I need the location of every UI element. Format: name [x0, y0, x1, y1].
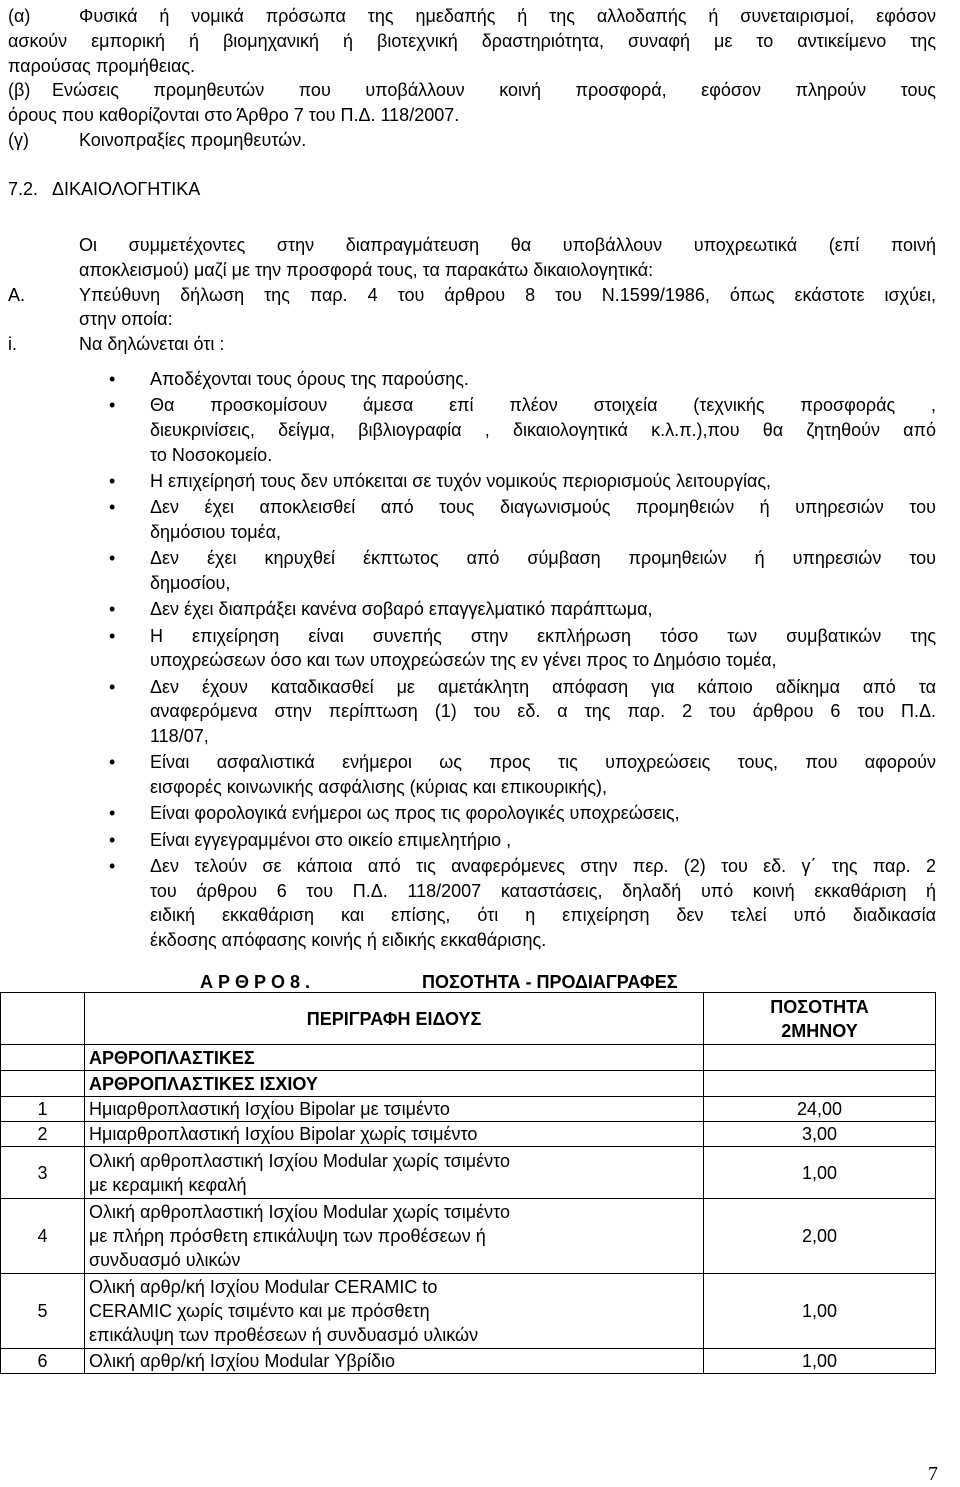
table-header-row — [1, 993, 936, 1045]
row-number: 4 — [1, 1199, 85, 1274]
table-group-row — [1, 1045, 936, 1071]
list-A-line1: Υπεύθυνη δήλωση της παρ. 4 του άρθρου 8 του Ν.1599/1986, όπως εκάστοτε ισχύει, — [79, 285, 936, 305]
table-row — [1, 1097, 936, 1122]
bullet-item-line: Είναι φορολογικά ενήμεροι ως προς τις φορολογικές υποχρεώσεις, — [150, 803, 680, 824]
row-description — [85, 1147, 704, 1199]
bullet-item-line: διευκρινίσεις, δείγμα, βιβλιογραφία , δικαιολογητικά κ.λ.π.),που θα ζητηθούν από — [150, 420, 936, 440]
bullet-item-line: ειδική εκκαθάριση και επίσης, ότι η επιχείρηση δεν τελεί υπό διαδικασία — [150, 905, 936, 926]
row-description-line: συνδυασμό υλικών — [89, 1250, 241, 1270]
bullet-item-line: Δεν έχει κηρυχθεί έκπτωτος από σύμβαση προμηθειών ή υπηρεσιών του — [150, 548, 936, 569]
table-group-row — [1, 1071, 936, 1097]
bullet-item-line: υποχρεώσεων όσο και των υποχρεώσεών της εν γένει προς το Δημόσιο τομέα, — [150, 650, 777, 671]
row-description-line: επικάλυψη των προθέσεων ή συνδυασμό υλικών — [89, 1325, 479, 1345]
section-number: 7.2. — [8, 179, 39, 199]
row-quantity: 3,00 — [704, 1122, 936, 1147]
row-quantity: 24,00 — [704, 1097, 936, 1122]
bullet-icon: • — [109, 752, 116, 773]
row-quantity: 1,00 — [704, 1274, 936, 1349]
bullet-icon: • — [109, 803, 116, 824]
bullet-item-line: 118/07, — [150, 726, 209, 746]
bullet-icon: • — [109, 548, 116, 569]
row-description-line: Ολική αρθρ/κή Ισχίου Modular Υβρίδιο — [89, 1351, 395, 1371]
bullet-icon: • — [109, 829, 116, 850]
bullet-item-line: Αποδέχονται τους όρους της παρούσης. — [150, 369, 469, 389]
table-header-qty-line2: 2ΜΗΝΟΥ — [781, 1020, 858, 1041]
bullet-item-line: Δεν έχει αποκλεισθεί από τους διαγωνισμούς προμηθειών ή υπηρεσιών του — [150, 497, 936, 518]
row-description — [85, 1097, 704, 1122]
item-c-line1: Κοινοπραξίες προμηθευτών. — [79, 130, 307, 150]
row-quantity: 2,00 — [704, 1199, 936, 1274]
row-description-line: Ολική αρθρ/κή Ισχίου Modular CERAMIC to — [89, 1277, 438, 1297]
row-description-line: με κεραμική κεφαλή — [89, 1174, 247, 1195]
bullet-item-line: έκδοσης απόφασης κοινής ή ειδικής εκκαθάρισης. — [150, 930, 547, 950]
item-b-line2: όρους που καθορίζονται στο Άρθρο 7 του Π.Δ. 118/2007. — [8, 105, 460, 125]
bullet-item-line: του άρθρου 6 του Π.Δ. 118/2007 καταστάσεις, δηλαδή υπό κοινή εκκαθάριση ή — [150, 880, 936, 901]
table-header-desc: ΠΕΡΙΓΡΑΦΗ ΕΙΔΟΥΣ — [85, 993, 704, 1045]
table-row — [1, 1147, 936, 1199]
section-paragraph-line1: Οι συμμετέχοντες στην διαπραγμάτευση θα υποβάλλουν υποχρεωτικά (επί ποινή — [79, 235, 936, 255]
list-A-line2: στην οποία: — [79, 309, 173, 329]
table-group-qty — [704, 1071, 936, 1097]
bullet-icon: • — [109, 625, 116, 646]
bullet-icon: • — [109, 471, 116, 491]
bullet-item-line: δημοσίου, — [150, 573, 231, 593]
item-a-line1: Φυσικά ή νομικά πρόσωπα της ημεδαπής ή της αλλοδαπής ή συνεταιρισμοί, εφόσον — [79, 6, 936, 26]
section-paragraph-line2: αποκλεισμού) μαζί με την προσφορά τους, τα παρακάτω δικαιολογητικά: — [79, 260, 654, 280]
table-row — [1, 1122, 936, 1147]
bullet-icon: • — [109, 369, 116, 389]
bullet-item-line: αναφερόμενα στην περίπτωση (1) του εδ. α της παρ. 2 του άρθρου 6 του Π.Δ. — [150, 701, 936, 722]
list-i-text: Να δηλώνεται ότι : — [79, 334, 225, 354]
bullet-item-line: Δεν τελούν σε κάποια από τις αναφερόμενες στην περ. (2) του εδ. γ΄ της παρ. 2 — [150, 856, 936, 877]
section-title: ΔΙΚΑΙΟΛΟΓΗΤΙΚΑ — [52, 179, 201, 199]
row-description-line: CERAMIC χωρίς τσιμέντο και με πρόσθετη — [89, 1301, 430, 1321]
row-description-line: με πλήρη πρόσθετη επικάλυψη των προθέσεων ή — [89, 1226, 486, 1246]
bullet-icon: • — [109, 599, 116, 620]
bullet-item-line: εισφορές κοινωνικής ασφάλισης (κύριας και επικουρικής), — [150, 777, 608, 797]
article-subtitle: ΠΟΣΟΤΗΤΑ - ΠΡΟΔΙΑΓΡΑΦΕΣ — [422, 972, 678, 992]
item-a-line3: παρούσας προμήθειας. — [8, 56, 196, 76]
bullet-icon: • — [109, 856, 116, 877]
table-group-qty — [704, 1045, 936, 1071]
row-number: 5 — [1, 1274, 85, 1349]
table-header-num — [1, 993, 85, 1045]
bullet-item-line: δημόσιου τομέα, — [150, 522, 282, 542]
bullet-icon: • — [109, 676, 116, 697]
list-A-label: Α. — [8, 285, 26, 305]
row-description-line: Ημιαρθροπλαστική Ισχίου Bipolar με τσιμέντο — [89, 1099, 450, 1119]
bullet-item-line: Δεν έχει διαπράξει κανένα σοβαρό επαγγελματικό παράπτωμα, — [150, 599, 653, 620]
item-c-label: (γ) — [8, 130, 29, 150]
item-a-line2: ασκούν εμπορική ή βιομηχανική ή βιοτεχνική δραστηριότητα, συναφή με το αντικείμενο της — [8, 31, 936, 51]
row-number: 6 — [1, 1349, 85, 1374]
page-number: 7 — [928, 1463, 938, 1485]
row-description — [85, 1274, 704, 1349]
row-description-line: Ολική αρθροπλαστική Ισχίου Modular χωρίς τσιμέντο — [89, 1150, 511, 1171]
row-number: 3 — [1, 1147, 85, 1199]
table-header-qty — [704, 993, 936, 1045]
item-a-label: (α) — [8, 6, 31, 26]
row-description-line: Ημιαρθροπλαστική Ισχίου Bipolar χωρίς τσιμέντο — [89, 1124, 478, 1144]
bullet-item-line: Η επιχείρησή τους δεν υπόκειται σε τυχόν νομικούς περιορισμούς λειτουργίας, — [150, 471, 772, 491]
bullet-item-line: Είναι εγγεγραμμένοι στο οικείο επιμελητήριο , — [150, 829, 512, 850]
bullet-item-line: Θα προσκομίσουν άμεσα επί πλέον στοιχεία (τεχνικής προσφοράς , — [150, 395, 936, 416]
row-description — [85, 1349, 704, 1374]
item-b-label: (β) — [8, 80, 31, 100]
bullet-item-line: το Νοσοκομείο. — [150, 444, 273, 465]
row-number: 2 — [1, 1122, 85, 1147]
row-number: 1 — [1, 1097, 85, 1122]
bullet-icon: • — [109, 395, 116, 416]
bullet-icon: • — [109, 497, 116, 518]
items-table — [0, 992, 936, 1374]
table-group-num — [1, 1045, 85, 1071]
table-group1: ΑΡΘΡΟΠΛΑΣΤΙΚΕΣ — [85, 1045, 704, 1071]
list-i-label: i. — [8, 334, 17, 354]
bullet-item-line: Η επιχείρηση είναι συνεπής στην εκπλήρωση τόσο των συμβατικών της — [150, 625, 936, 646]
row-description — [85, 1122, 704, 1147]
table-row — [1, 1349, 936, 1374]
table-group-num — [1, 1071, 85, 1097]
table-row — [1, 1274, 936, 1349]
table-body — [1, 1097, 936, 1374]
row-description-line: Ολική αρθροπλαστική Ισχίου Modular χωρίς τσιμέντο — [89, 1202, 511, 1222]
table-header-qty-line1: ΠΟΣΟΤΗΤΑ — [770, 996, 869, 1017]
bullet-item-line: Δεν έχουν καταδικασθεί με αμετάκλητη απόφαση για κάποιο αδίκημα από τα — [150, 676, 936, 697]
row-quantity: 1,00 — [704, 1349, 936, 1374]
bullet-item-line: Είναι ασφαλιστικά ενήμεροι ως προς τις υποχρεώσεις τους, που αφορούν — [150, 752, 936, 773]
item-b-line1: Ενώσεις προμηθευτών που υποβάλλουν κοινή προσφορά, εφόσον πληρούν τους — [52, 80, 936, 100]
row-quantity: 1,00 — [704, 1147, 936, 1199]
table-group2: ΑΡΘΡΟΠΛΑΣΤΙΚΕΣ ΙΣΧΙΟΥ — [85, 1071, 704, 1097]
table-row — [1, 1199, 936, 1274]
article-title: Α Ρ Θ Ρ Ο 8 . — [200, 972, 311, 992]
row-description — [85, 1199, 704, 1274]
